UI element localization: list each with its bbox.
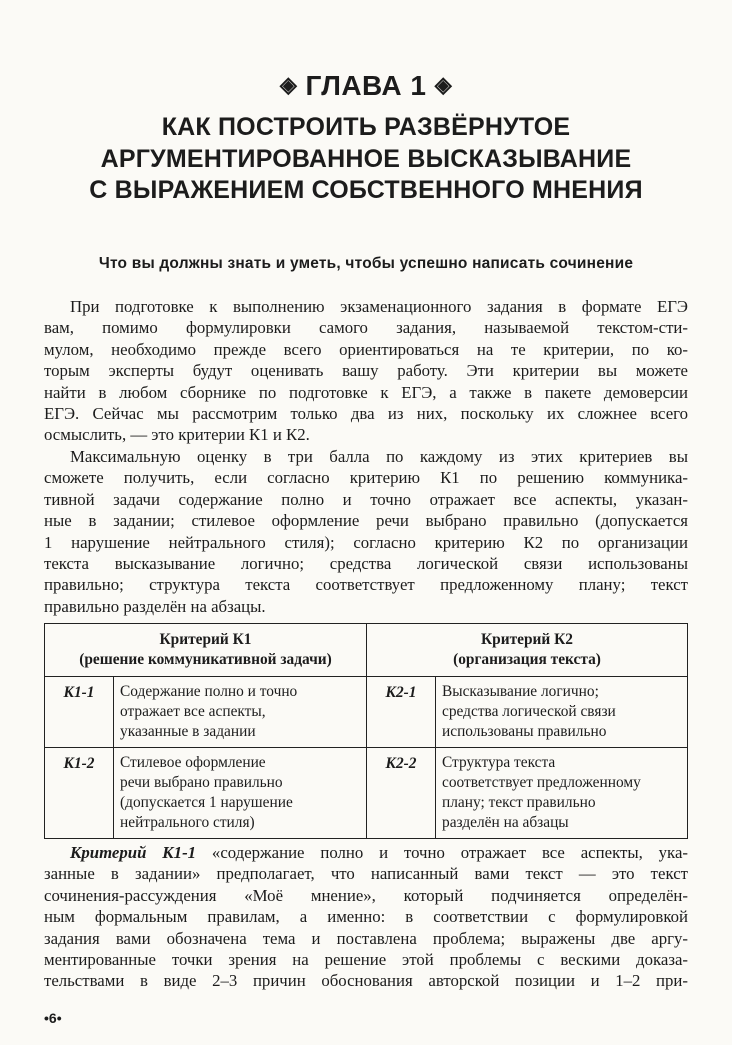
paragraph-line: осмыслить, — это критерии К1 и К2. — [44, 425, 310, 445]
criterion-reference: Критерий К1-1 — [70, 843, 197, 862]
paragraph-line: При подготовке к выполнению экзаменационного задания в формате ЕГЭ — [70, 297, 688, 316]
paragraph-line: сочинения-рассуждения «Моё мнение», который подчиняется определён- — [44, 885, 688, 905]
criterion-code: К2-2 — [367, 748, 436, 839]
paragraph-line: задания вами обозначена тема и поставлена проблема; выражены две аргу- — [44, 928, 688, 948]
paragraph-line: текста высказывание логично; средства логической связи использованы — [44, 554, 688, 574]
paragraph-line: найти в любом сборнике по подготовке к ЕГЭ, а также в пакете демоверсии — [44, 382, 688, 402]
paragraph-line: тельствами в виде 2–3 причин обоснования авторской позиции и 1–2 при- — [44, 971, 688, 991]
chapter-title: КАК ПОСТРОИТЬ РАЗВЁРНУТОЕ АРГУМЕНТИРОВАННОЕ ВЫСКАЗЫВАНИЕ С ВЫРАЖЕНИЕМ СОБСТВЕННОГО МНЕНИЯ — [89, 113, 643, 204]
paragraph-line: Критерий К1-1 «содержание полно и точно отражает все аспекты, ука- — [70, 843, 688, 862]
criterion-code: К1-2 — [45, 748, 114, 839]
page-number: •6• — [44, 1010, 62, 1026]
criterion-k1-title: Критерий К1 — [159, 631, 252, 648]
criterion-description: Высказывание логично; средства логической связи использованы правильно — [436, 677, 688, 748]
criterion-code: К1-1 — [45, 677, 114, 748]
table-row — [45, 677, 688, 748]
paragraph-line: Максимальную оценку в три балла по каждому из этих критериев вы — [70, 447, 688, 466]
paragraph-line: ментированные точки зрения на решение этой проблемы с вескими доказа- — [44, 950, 688, 970]
paragraph-line: занные в задании» предполагает, что написанный вами текст — это текст — [44, 864, 688, 884]
paragraph-line: 1 нарушение нейтрального стиля); согласно критерию К2 по организации — [44, 532, 688, 552]
paragraph-3 — [44, 842, 688, 992]
paragraph-line: мулом, необходимо прежде всего ориентироваться на те критерии, по ко- — [44, 339, 688, 359]
criterion-k2-title: Критерий К2 — [481, 631, 573, 648]
section-subtitle: Что вы должны знать и уметь, чтобы успешно написать сочинение — [98, 255, 634, 272]
paragraph-line: вам, помимо формулировки самого задания, называемой текстом-сти- — [44, 318, 688, 338]
paragraph-line: ЕГЭ. Сейчас мы рассмотрим только два из них, поскольку их сложнее всего — [44, 404, 688, 424]
chapter-heading — [0, 70, 732, 102]
diamond-ornament-right-icon: ◈ — [434, 72, 453, 97]
criteria-table — [44, 623, 688, 839]
paragraph-line: торым эксперты будут оценивать вашу работу. Эти критерии вы можете — [44, 361, 688, 381]
paragraph-1 — [44, 296, 688, 446]
diamond-ornament-left-icon: ◈ — [279, 72, 298, 97]
table-row — [45, 748, 688, 839]
criterion-k1-subtitle: (решение коммуникативной задачи) — [79, 651, 332, 668]
paragraph-line: ные в задании; стилевое оформление речи выбрано правильно (допускается — [44, 511, 688, 531]
paragraph-2 — [44, 446, 688, 617]
criterion-description: Стилевое оформление речи выбрано правильно (допускается 1 нарушение нейтрального стиля) — [114, 748, 367, 839]
criterion-description: Содержание полно и точно отражает все аспекты, указанные в задании — [114, 677, 367, 748]
paragraph-line: тивной задачи содержание полно и точно отражает все аспекты, указан- — [44, 489, 688, 509]
chapter-label: ГЛАВА 1 — [305, 70, 427, 101]
criterion-k1-header — [45, 624, 367, 677]
paragraph-line: ным формальным правилам, а именно: в соответствии с формулировкой — [44, 907, 688, 927]
paragraph-line: сможете получить, если согласно критерию К1 по решению коммуника- — [44, 468, 688, 488]
criterion-k2-header — [367, 624, 688, 677]
criterion-k2-subtitle: (организация текста) — [453, 651, 601, 668]
criterion-description: Структура текста соответствует предложенному плану; текст правильно разделён на абзацы — [436, 748, 688, 839]
paragraph-line: правильно разделён на абзацы. — [44, 596, 266, 616]
criterion-code: К2-1 — [367, 677, 436, 748]
table-header-row — [45, 624, 688, 677]
paragraph-line: правильно; структура текста соответствует предложенному плану; текст — [44, 575, 688, 595]
